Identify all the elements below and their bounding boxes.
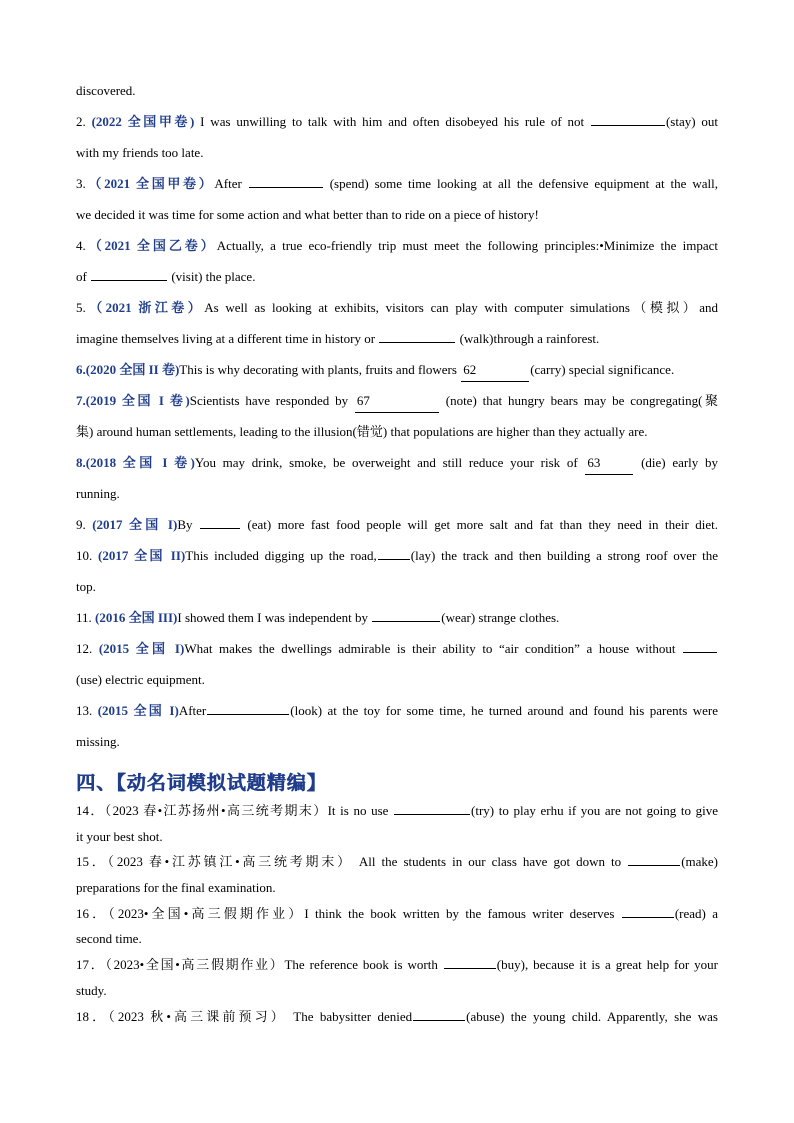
question-text: of <box>76 269 91 284</box>
question-7-line-2 <box>76 421 718 452</box>
question-text: (use) electric equipment. <box>76 672 205 687</box>
question-text: (die) early by <box>634 455 718 470</box>
question-6-line-1 <box>76 359 718 390</box>
question-13-line-2 <box>76 731 718 762</box>
source-label: （2021 全国乙卷） <box>85 238 217 253</box>
source-label: (2022 全国甲卷) <box>91 114 195 129</box>
question-3-line-1 <box>76 173 718 204</box>
question-text: (lay) the track and then building a strong roof over the <box>410 548 718 563</box>
blank-number: 63 <box>587 455 601 470</box>
question-number: 4. <box>76 238 86 253</box>
question-7-line-1 <box>76 390 718 421</box>
question-text: (abuse) the young child. Apparently, she was <box>466 1008 718 1024</box>
question-5-line-1 <box>76 297 718 328</box>
question-14-line-1 <box>76 800 718 826</box>
answer-blank[interactable] <box>91 266 167 281</box>
answer-blank[interactable] <box>444 954 496 969</box>
source-label: (2015 全国 I) <box>98 641 185 656</box>
question-15-line-2 <box>76 877 718 903</box>
question-12-line-1 <box>76 638 718 669</box>
question-text: (stay) out <box>665 114 718 129</box>
question-16-line-2 <box>76 928 718 954</box>
question-text: preparations for the final examination. <box>76 880 276 896</box>
question-4-line-1 <box>76 235 718 266</box>
source-label: 7.(2019 全国 I 卷) <box>76 393 190 408</box>
answer-blank[interactable] <box>372 607 440 622</box>
question-text: (buy), because it is a great help for your <box>496 957 718 973</box>
question-14-line-2 <box>76 826 718 852</box>
answer-blank[interactable] <box>628 851 680 866</box>
source-label: (2017 全国 I) <box>92 517 178 532</box>
question-text: study. <box>76 982 107 998</box>
question-text: Scientists have responded by <box>189 393 354 408</box>
question-number: 11. <box>76 610 96 625</box>
question-number: 2. <box>76 114 92 129</box>
question-text: we decided it was time for some action and what better than to ride on a piece of history! <box>76 207 539 222</box>
question-text: (note) that hungry bears may be congregating(聚 <box>439 393 718 408</box>
question-text: (wear) strange clothes. <box>441 610 560 625</box>
answer-blank[interactable] <box>683 638 717 653</box>
source-label: 6.(2020 全国 II 卷) <box>76 362 180 377</box>
question-text: 集) around human settlements, leading to the illusion(错觉) that populations are higher than they actually are. <box>76 424 648 439</box>
question-text: 18．（2023 秋•高三课前预习） The babysitter denied <box>76 1008 413 1024</box>
blank-number: 67 <box>356 393 370 408</box>
question-5-line-2 <box>76 328 718 359</box>
question-text: Actually, a true eco-friendly trip must meet the following principles:•Minimize the impact <box>216 238 718 253</box>
question-number: 10. <box>76 548 98 563</box>
question-text: I was unwilling to talk with him and often disobeyed his rule of not <box>194 114 590 129</box>
question-2-line-2 <box>76 142 718 173</box>
question-2-line-1 <box>76 111 718 142</box>
source-label: (2017 全国 II) <box>98 548 186 563</box>
question-number: 3. <box>76 176 86 191</box>
answer-blank[interactable] <box>378 545 410 560</box>
question-text: This is why decorating with plants, fruits and flowers <box>179 362 461 377</box>
question-16-line-1 <box>76 903 718 929</box>
answer-blank[interactable] <box>461 359 529 382</box>
source-label: 8.(2018 全国 I 卷) <box>76 455 195 470</box>
question-text: After <box>214 176 248 191</box>
source-label: (2015 全国 I) <box>97 703 179 718</box>
question-text: (visit) the place. <box>168 269 256 284</box>
question-text: 14．（2023 春•江苏扬州•高三统考期末）It is no use <box>76 803 394 818</box>
answer-blank[interactable] <box>379 328 455 343</box>
answer-blank[interactable] <box>207 700 289 715</box>
answer-blank[interactable] <box>200 514 240 529</box>
question-text: (try) to play erhu if you are not going to give <box>471 803 718 818</box>
answer-blank[interactable] <box>413 1006 465 1021</box>
answer-blank[interactable] <box>585 452 633 475</box>
question-number: 12. <box>76 641 99 656</box>
question-17-line-1 <box>76 954 718 980</box>
source-label: （2021 浙江卷） <box>85 300 205 315</box>
question-text: with my friends too late. <box>76 145 204 160</box>
question-text: (eat) more fast food people will get more salt and fat than they need in their diet. <box>240 517 718 532</box>
question-text: imagine themselves living at a different time in history or <box>76 331 379 346</box>
question-text: After <box>178 703 207 718</box>
question-text: By <box>177 517 199 532</box>
question-text: 17．（2023•全国•高三假期作业）The reference book is worth <box>76 957 443 973</box>
question-text: What makes the dwellings admirable is their ability to “air condition” a house without <box>184 641 683 656</box>
text: discovered. <box>76 83 136 98</box>
source-label: (2016 全国 III) <box>95 610 178 625</box>
question-text: You may drink, smoke, be overweight and still reduce your risk of <box>194 455 585 470</box>
section-heading: 四、【动名词模拟试题精编】 <box>76 772 327 794</box>
question-text: (spend) some time looking at all the defensive equipment at the wall, <box>323 176 718 191</box>
question-18-line-1 <box>76 1006 718 1032</box>
answer-blank[interactable] <box>355 390 439 413</box>
question-17-line-2 <box>76 980 718 1006</box>
question-text: (look) at the toy for some time, he turned around and found his parents were <box>290 703 718 718</box>
question-9-line-1 <box>76 514 718 545</box>
question-text: This included digging up the road, <box>185 548 377 563</box>
answer-blank[interactable] <box>591 111 665 126</box>
exercise-content <box>76 80 718 1031</box>
answer-blank[interactable] <box>622 903 674 918</box>
question-15-line-1 <box>76 851 718 877</box>
question-text: top. <box>76 579 96 594</box>
question-text: As well as looking at exhibits, visitors can play with computer simulations（模拟）and <box>204 300 718 315</box>
question-text: missing. <box>76 734 120 749</box>
question-text: I showed them I was independent by <box>177 610 372 625</box>
question-text: (make) <box>681 854 718 870</box>
question-13-line-1 <box>76 700 718 731</box>
question-text: (carry) special significance. <box>530 362 675 377</box>
question-text: running. <box>76 486 120 501</box>
question-number: 5. <box>76 300 86 315</box>
question-10-line-2 <box>76 576 718 607</box>
answer-blank[interactable] <box>249 173 323 188</box>
question-text: 16．（2023•全国•高三假期作业）I think the book written by the famous writer deserves <box>76 905 621 921</box>
question-text: (read) a <box>674 905 718 921</box>
question-8-line-2 <box>76 483 718 514</box>
source-label: （2021 全国甲卷） <box>85 176 215 191</box>
question-4-line-2 <box>76 266 718 297</box>
question-11-line-1 <box>76 607 718 638</box>
question-12-line-2 <box>76 669 718 700</box>
answer-blank[interactable] <box>394 800 470 815</box>
blank-number: 62 <box>463 362 477 377</box>
question-number: 13. <box>76 703 98 718</box>
question-text: second time. <box>76 931 142 947</box>
question-text: 15．（2023 春•江苏镇江•高三统考期末） All the students in our class have got down to <box>76 854 628 870</box>
question-text: it your best shot. <box>76 828 163 844</box>
question-text: (walk)through a rainforest. <box>456 331 600 346</box>
line-discovered <box>76 80 718 111</box>
question-8-line-1 <box>76 452 718 483</box>
question-10-line-1 <box>76 545 718 576</box>
question-number: 9. <box>76 517 93 532</box>
question-3-line-2 <box>76 204 718 235</box>
